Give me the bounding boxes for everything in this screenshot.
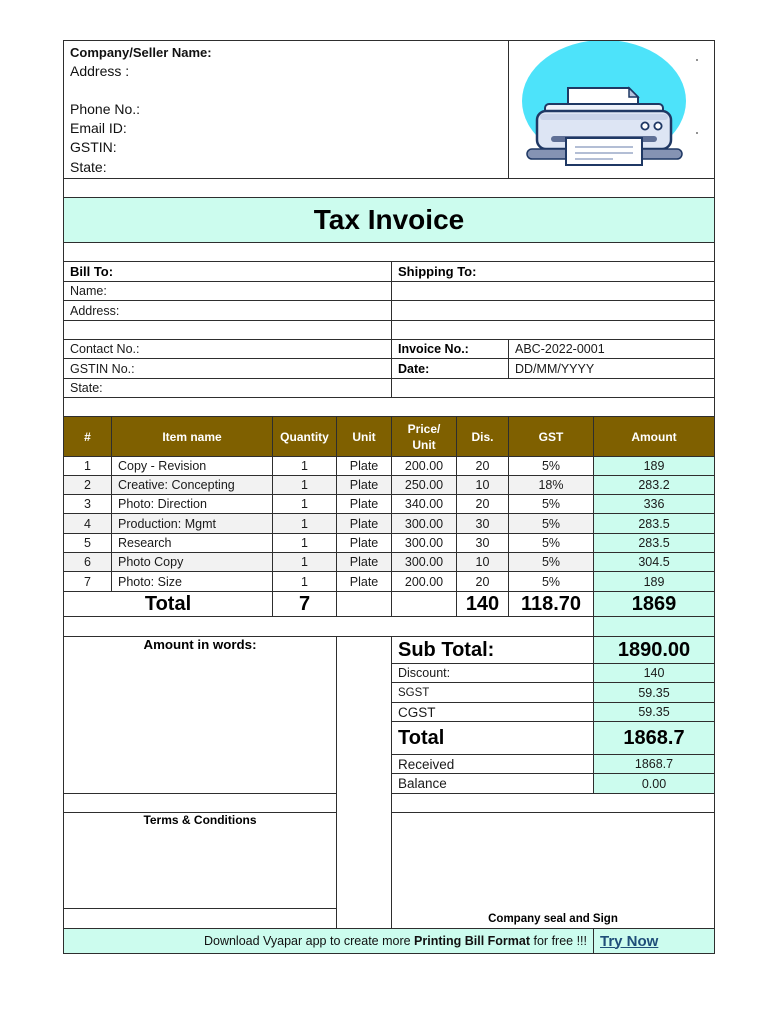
table-row [63, 552, 715, 572]
column-header-discount: Dis. [456, 416, 509, 457]
shipping-to-line [391, 300, 715, 321]
item-price: 200.00 [391, 571, 457, 592]
shipping-to-line [391, 378, 715, 398]
shipping-to-line [391, 320, 715, 340]
amount-in-words-label: Amount in words: [63, 636, 337, 794]
total-price-blank [391, 591, 457, 617]
item-quantity: 1 [272, 494, 337, 514]
item-unit: Plate [336, 552, 392, 572]
item-name: Production: Mgmt [111, 513, 273, 534]
column-header-gst: GST [508, 416, 594, 457]
item-discount: 20 [456, 494, 509, 514]
invoice-date: DD/MM/YYYY [508, 358, 715, 379]
spacer-row [63, 242, 715, 262]
item-amount: 283.5 [593, 533, 715, 553]
seller-phone-label: Phone No.: [70, 101, 141, 118]
bill-to-contact-label: Contact No.: [63, 339, 392, 359]
printer-icon [509, 41, 714, 178]
table-row [63, 571, 715, 592]
footer-text-after: for free !!! [530, 934, 587, 948]
balance-value: 0.00 [593, 773, 715, 794]
grand-total-label: Total [391, 721, 594, 755]
item-number: 4 [63, 513, 112, 534]
invoice-date-label: Date: [391, 358, 509, 379]
total-unit-blank [336, 591, 392, 617]
item-quantity: 1 [272, 456, 337, 476]
bill-to-heading: Bill To: [63, 261, 392, 282]
cgst-value: 59.35 [593, 702, 715, 722]
company-seal-and-sign: Company seal and Sign [391, 812, 715, 929]
item-unit: Plate [336, 533, 392, 553]
item-quantity: 1 [272, 571, 337, 592]
item-amount: 283.2 [593, 475, 715, 495]
item-gst: 5% [508, 456, 594, 476]
item-discount: 20 [456, 571, 509, 592]
item-amount: 336 [593, 494, 715, 514]
item-unit: Plate [336, 494, 392, 514]
spacer-row [63, 616, 594, 637]
column-header-amount: Amount [593, 416, 715, 457]
item-amount: 304.5 [593, 552, 715, 572]
item-number: 7 [63, 571, 112, 592]
spacer-row [63, 178, 715, 198]
invoice-number: ABC-2022-0001 [508, 339, 715, 359]
spacer-row-amount [593, 616, 715, 637]
bill-to-name-label: Name: [63, 281, 392, 301]
total-label: Total [63, 591, 273, 617]
item-name: Photo: Direction [111, 494, 273, 514]
column-header-number: # [63, 416, 112, 457]
bill-to-address-label: Address: [63, 300, 392, 321]
item-discount: 30 [456, 533, 509, 553]
column-header-item-name: Item name [111, 416, 273, 457]
seller-state-label: State: [70, 158, 107, 175]
item-quantity: 1 [272, 533, 337, 553]
terms-and-conditions-label: Terms & Conditions [63, 812, 337, 909]
item-discount: 20 [456, 456, 509, 476]
sgst-value: 59.35 [593, 682, 715, 703]
spacer-row [391, 793, 715, 813]
table-row [63, 513, 715, 534]
spacer-row [63, 793, 337, 813]
item-price: 300.00 [391, 533, 457, 553]
table-total-row [63, 591, 715, 617]
item-price: 300.00 [391, 552, 457, 572]
item-amount: 283.5 [593, 513, 715, 534]
table-row [63, 456, 715, 476]
item-discount: 30 [456, 513, 509, 534]
seller-details [63, 40, 509, 179]
item-name: Creative: Concepting [111, 475, 273, 495]
item-gst: 18% [508, 475, 594, 495]
discount-value: 140 [593, 663, 715, 683]
item-number: 1 [63, 456, 112, 476]
sgst-label: SGST [391, 682, 594, 703]
total-quantity: 7 [272, 591, 337, 617]
item-gst: 5% [508, 533, 594, 553]
spacer-row [63, 908, 337, 929]
total-gst: 118.70 [508, 591, 594, 617]
item-quantity: 1 [272, 513, 337, 534]
item-gst: 5% [508, 494, 594, 514]
received-label: Received [391, 754, 594, 774]
item-discount: 10 [456, 552, 509, 572]
item-unit: Plate [336, 513, 392, 534]
balance-label: Balance [391, 773, 594, 794]
bill-to-gstin-label: GSTIN No.: [63, 358, 392, 379]
total-amount: 1869 [593, 591, 715, 617]
item-discount: 10 [456, 475, 509, 495]
logo-box [508, 40, 715, 179]
shipping-to-heading: Shipping To: [391, 261, 715, 282]
table-header [63, 416, 715, 457]
item-name: Research [111, 533, 273, 553]
footer-text-before: Download Vyapar app to create more [203, 934, 415, 948]
grand-total-value: 1868.7 [593, 721, 715, 755]
seller-email-label: Email ID: [70, 120, 127, 137]
column-header-unit: Unit [336, 416, 392, 457]
invoice-number-label: Invoice No.: [391, 339, 509, 359]
item-price: 200.00 [391, 456, 457, 476]
table-row [63, 533, 715, 553]
item-amount: 189 [593, 571, 715, 592]
item-unit: Plate [336, 456, 392, 476]
item-unit: Plate [336, 475, 392, 495]
item-price: 300.00 [391, 513, 457, 534]
item-name: Photo: Size [111, 571, 273, 592]
shipping-to-line [391, 281, 715, 301]
footer-text-bold: Printing Bill Format [414, 934, 531, 948]
spacer-row [63, 397, 715, 417]
received-value: 1868.7 [593, 754, 715, 774]
table-row [63, 494, 715, 514]
sub-total-label: Sub Total: [391, 636, 594, 664]
item-number: 3 [63, 494, 112, 514]
item-gst: 5% [508, 513, 594, 534]
item-gst: 5% [508, 571, 594, 592]
item-price: 250.00 [391, 475, 457, 495]
bill-to-state-label: State: [63, 378, 392, 398]
table-row [63, 475, 715, 495]
item-number: 5 [63, 533, 112, 553]
page-title: Tax Invoice [63, 197, 715, 243]
total-discount: 140 [456, 591, 509, 617]
bill-to-line [63, 320, 392, 340]
item-unit: Plate [336, 571, 392, 592]
item-price: 340.00 [391, 494, 457, 514]
item-quantity: 1 [272, 552, 337, 572]
seller-address-line-2 [70, 81, 508, 100]
item-name: Copy - Revision [111, 456, 273, 476]
seller-address-label: Address : [70, 62, 130, 79]
seller-name-label: Company/Seller Name: [70, 44, 212, 60]
seller-gstin-label: GSTIN: [70, 139, 117, 156]
item-name: Photo Copy [111, 552, 273, 572]
item-amount: 189 [593, 456, 715, 476]
sub-total-value: 1890.00 [593, 636, 715, 664]
footer-promo [63, 928, 594, 954]
item-gst: 5% [508, 552, 594, 572]
column-header-quantity: Quantity [272, 416, 337, 457]
try-now-link[interactable]: Try Now [600, 932, 659, 950]
discount-label: Discount: [391, 663, 594, 683]
column-header-price-unit: Price/ Unit [391, 416, 457, 457]
item-number: 2 [63, 475, 112, 495]
cgst-label: CGST [391, 702, 594, 722]
item-quantity: 1 [272, 475, 337, 495]
item-number: 6 [63, 552, 112, 572]
try-now-cell [593, 928, 715, 954]
